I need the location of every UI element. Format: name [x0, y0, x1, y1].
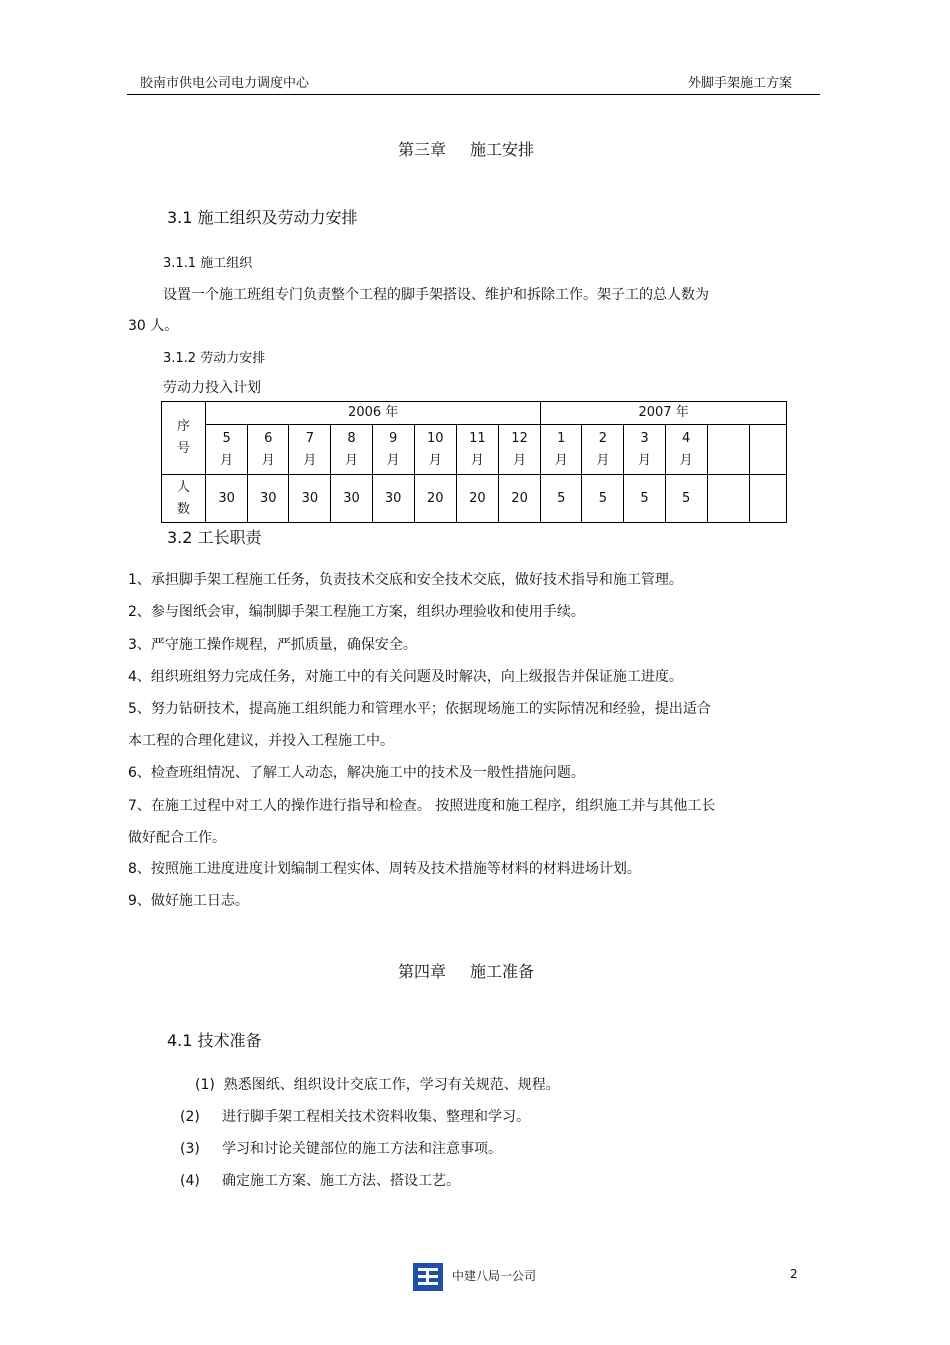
duty-item: 9、做好施工日志。	[128, 893, 249, 909]
header-rule	[127, 94, 820, 95]
month-cell	[206, 425, 248, 475]
duty-item: 6、检查班组情况、了解工人动态，解决施工中的技术及一般性措施问题。	[128, 765, 585, 781]
month-unit: 月	[679, 452, 693, 468]
month-number: 10	[427, 430, 444, 446]
month-cell	[498, 425, 540, 475]
section-3-1-1-title: 3.1.1 施工组织	[163, 256, 253, 271]
empty-cell	[707, 425, 749, 475]
duty-item: 7、在施工过程中对工人的操作进行指导和检查。 按照进度和施工程序，组织施工并与其他工长	[128, 798, 716, 814]
empty-cell	[707, 475, 749, 523]
labor-plan-table	[161, 401, 787, 523]
count-cell: 5	[541, 475, 582, 523]
month-cell	[414, 425, 456, 475]
org-paragraph-line-2: 30 人。	[128, 318, 179, 334]
count-header-char-2: 数	[177, 501, 191, 517]
month-number: 11	[469, 430, 486, 446]
table-month-row	[162, 425, 787, 475]
year-2007-cell: 2007 年	[541, 402, 787, 425]
month-unit: 月	[386, 452, 400, 468]
tech-item-num: (2)	[180, 1109, 200, 1125]
duty-item: 4、组织班组努力完成任务，对施工中的有关问题及时解决，向上级报告并保证施工进度。	[128, 669, 683, 685]
month-unit: 月	[596, 452, 610, 468]
duty-item: 2、参与图纸会审，编制脚手架工程施工方案，组织办理验收和使用手续。	[128, 604, 585, 620]
section-3-2-title: 3.2 工长职责	[167, 528, 262, 547]
empty-cell	[749, 425, 786, 475]
tech-item-num: (1)	[195, 1077, 215, 1093]
month-unit: 月	[428, 452, 442, 468]
month-number: 9	[389, 430, 398, 446]
month-unit: 月	[513, 452, 527, 468]
count-cell: 5	[665, 475, 707, 523]
tech-item-num: (4)	[180, 1173, 200, 1189]
year-2006-cell: 2006 年	[206, 402, 541, 425]
tech-item	[180, 1106, 530, 1126]
serial-header-cell	[162, 402, 206, 475]
month-cell	[582, 425, 624, 475]
count-cell: 30	[289, 475, 331, 523]
chapter-4-title: 施工准备	[470, 962, 535, 981]
tech-item-num: (3)	[180, 1141, 200, 1157]
tech-item-text: 进行脚手架工程相关技术资料收集、整理和学习。	[222, 1109, 530, 1125]
serial-header-char-2: 号	[177, 441, 191, 456]
tech-item-text: 熟悉图纸、组织设计交底工作，学习有关规范、规程。	[223, 1077, 560, 1093]
month-cell	[665, 425, 707, 475]
count-cell: 30	[331, 475, 372, 523]
tech-item-text: 确定施工方案、施工方法、搭设工艺。	[222, 1173, 460, 1189]
count-cell: 20	[456, 475, 498, 523]
serial-header-char-1: 序	[177, 419, 191, 434]
month-number: 5	[222, 430, 231, 446]
count-cell: 5	[582, 475, 624, 523]
month-number: 4	[681, 430, 691, 446]
month-cell	[372, 425, 414, 475]
company-logo	[413, 1263, 443, 1291]
month-unit: 月	[303, 452, 317, 468]
table-year-row	[162, 402, 787, 425]
duty-item: 做好配合工作。	[128, 830, 226, 846]
chapter-3-number: 第三章	[398, 140, 447, 159]
footer-company-name: 中建八局一公司	[452, 1269, 537, 1283]
org-paragraph-line-1: 设置一个施工班组专门负责整个工程的脚手架搭设、维护和拆除工作。架子工的总人数为	[163, 287, 709, 303]
count-header-char-1: 人	[177, 479, 191, 495]
tech-item	[195, 1074, 560, 1094]
section-3-1-title: 3.1 施工组织及劳动力安排	[167, 208, 358, 227]
month-cell	[624, 425, 665, 475]
month-number: 1	[557, 430, 566, 446]
month-cell	[331, 425, 372, 475]
count-cell: 5	[624, 475, 665, 523]
month-unit: 月	[345, 452, 359, 468]
header-org-name: 胶南市供电公司电力调度中心	[140, 76, 310, 91]
count-header-cell	[162, 475, 206, 523]
month-cell	[456, 425, 498, 475]
chapter-4-number: 第四章	[398, 962, 447, 981]
section-3-1-2-title: 3.1.2 劳动力安排	[163, 351, 266, 366]
page-number: 2	[790, 1267, 798, 1281]
count-cell: 20	[498, 475, 540, 523]
month-number: 12	[511, 430, 528, 446]
tech-item	[180, 1138, 502, 1158]
count-cell: 30	[372, 475, 414, 523]
duty-item: 5、努力钻研技术，提高施工组织能力和管理水平；依据现场施工的实际情况和经验，提出适合	[128, 701, 711, 717]
table-caption: 劳动力投入计划	[163, 380, 261, 396]
month-cell	[289, 425, 331, 475]
chapter-3-title: 施工安排	[470, 140, 535, 159]
month-number: 2	[598, 430, 607, 446]
month-number: 7	[305, 430, 315, 446]
duty-item: 3、严守施工操作规程，严抓质量，确保安全。	[128, 637, 417, 653]
month-cell	[248, 425, 289, 475]
duty-item: 本工程的合理化建议，并投入工程施工中。	[128, 733, 394, 749]
month-unit: 月	[554, 452, 568, 468]
tech-item-text: 学习和讨论关键部位的施工方法和注意事项。	[222, 1141, 502, 1157]
chapter-4-heading	[398, 959, 534, 982]
table-count-row	[162, 475, 787, 523]
duty-item: 1、承担脚手架工程施工任务，负责技术交底和安全技术交底，做好技术指导和施工管理。	[128, 572, 683, 588]
duty-item: 8、按照施工进度进度计划编制工程实体、周转及技术措施等材料的材料进场计划。	[128, 861, 641, 877]
count-cell: 20	[414, 475, 456, 523]
section-4-1-title: 4.1 技术准备	[167, 1031, 262, 1050]
month-cell	[541, 425, 582, 475]
month-unit: 月	[637, 452, 651, 468]
month-unit: 月	[261, 452, 275, 468]
tech-item	[180, 1170, 460, 1190]
empty-cell	[749, 475, 786, 523]
month-number: 6	[264, 430, 273, 446]
count-cell: 30	[248, 475, 289, 523]
month-unit: 月	[220, 452, 234, 468]
month-number: 8	[347, 430, 356, 446]
count-cell: 30	[206, 475, 248, 523]
chapter-3-heading	[398, 137, 534, 160]
month-unit: 月	[470, 452, 484, 468]
month-number: 3	[640, 430, 649, 446]
header-doc-title: 外脚手架施工方案	[687, 76, 792, 91]
